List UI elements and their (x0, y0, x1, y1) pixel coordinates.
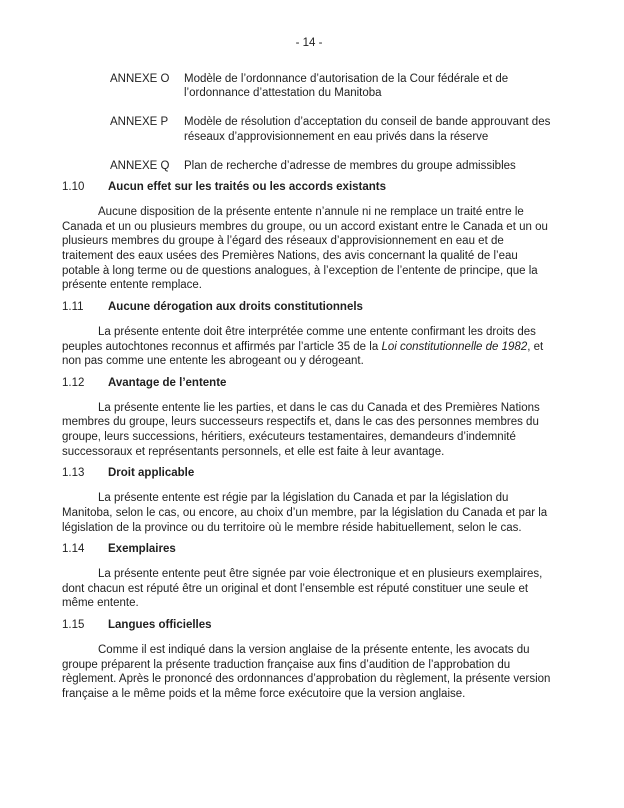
section-title: Aucun effet sur les traités ou les accords existants (108, 181, 387, 194)
section-title: Avantage de l’entente (108, 376, 227, 389)
section-paragraph: Aucune disposition de la présente entente n’annule ni ne remplace un traité entre le Canada et un ou plusieurs membres du groupe, ou un accord existant entre le Canada et un ou plusieurs membres du groupe à l’égard des réseaux d’approvisionnement en eau et de traitement des eaux usées des Premières Nations, des avis concernant la qualité de l’eau potable à long terme ou de questions analogues, à l’exception de l’entente de principe, que la présente entente remplace. (62, 205, 548, 292)
annex-label: ANNEXE Q (110, 159, 170, 172)
section-paragraph: La présente entente lie les parties, et dans le cas du Canada et des Premières Nations membres du groupe, leurs successeurs respectifs et, dans le cas des personnes membres du groupe, leurs successions, héritiers, exécuteurs testamentaires, demandeurs d’indemnité successoraux et représentants personnels, et elle est faite à leur avantage. (62, 401, 540, 458)
paragraph-text: La présente entente doit être interprétée comme une entente confirmant les droits des peuples autochtones reconnus et affirmés par l’article 35 de la (62, 325, 536, 353)
section-title: Droit applicable (108, 467, 195, 480)
annex-row (62, 115, 556, 144)
section-paragraph: Comme il est indiqué dans la version anglaise de la présente entente, les avocats du groupe préparent la présente traduction française aux fins d’audition de l’approbation du règlement. Après le prononcé des ordonnances d’approbation du règlement, la présente version française a le même poids et la même force exécutoire que la version anglaise. (62, 643, 551, 700)
section-heading (62, 542, 556, 557)
annex-label: ANNEXE O (110, 72, 170, 85)
page-number: - 14 - (295, 37, 323, 49)
section-paragraph: La présente entente est régie par la législation du Canada et par la législation du Manitoba, selon le cas, ou encore, au choix d’un membre, par la législation du Canada et par la législation de la province ou du territoire où le membre réside habituellement, selon le cas. (62, 492, 548, 534)
section-number: 1.13 (62, 467, 85, 480)
section-number: 1.14 (62, 543, 85, 556)
section-title: Langues officielles (108, 619, 212, 632)
section-1-11 (62, 300, 556, 369)
annex-row (62, 72, 556, 101)
section-title: Exemplaires (108, 543, 176, 556)
section-number: 1.11 (62, 301, 84, 314)
annex-row (62, 159, 556, 174)
section-paragraph: La présente entente peut être signée par voie électronique et en plusieurs exemplaires, dont chacun est réputé être un original et dont l’ensemble est réputé constituer une seule et même entente. (62, 567, 543, 610)
section-title: Aucune dérogation aux droits constitutionnels (108, 301, 363, 314)
annex-description: Plan de recherche d’adresse de membres du groupe admissibles (184, 159, 516, 172)
statute-name-italic: Loi constitutionnelle de 1982 (381, 340, 528, 353)
annex-description: Modèle de résolution d’acceptation du conseil de bande approuvant des réseaux d’approvisionnement en eau privés dans la réserve (184, 116, 551, 143)
section-heading (62, 466, 556, 481)
section-number: 1.12 (62, 376, 85, 389)
annex-label: ANNEXE P (110, 116, 169, 129)
section-heading (62, 300, 556, 315)
section-1-15 (62, 618, 556, 702)
section-1-10 (62, 180, 556, 293)
section-1-14 (62, 542, 556, 611)
annex-list (62, 72, 556, 174)
section-heading (62, 618, 556, 633)
section-number: 1.10 (62, 181, 85, 194)
section-1-12 (62, 376, 556, 460)
section-paragraph (62, 325, 556, 369)
section-number: 1.15 (62, 619, 85, 632)
paragraph-text: , et non pas comme une entente les abrogeant ou y dérogeant. (62, 340, 544, 368)
annex-description: Modèle de l’ordonnance d’autorisation de la Cour fédérale et de l’ordonnance d’attestation du Manitoba (184, 72, 509, 100)
section-heading (62, 180, 556, 195)
section-1-13 (62, 466, 556, 535)
section-heading (62, 376, 556, 391)
